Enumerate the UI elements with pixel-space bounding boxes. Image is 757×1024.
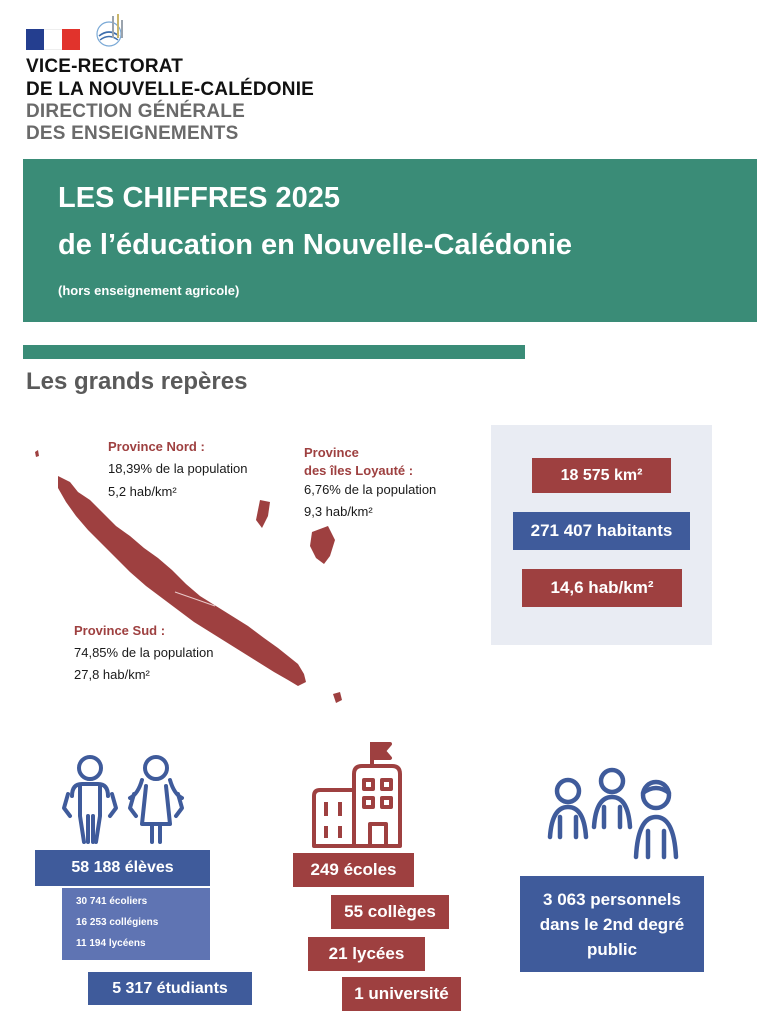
map-ouvea <box>256 500 270 528</box>
schools-count-box: 249 écoles <box>293 853 414 887</box>
students-icon <box>60 754 190 846</box>
page-subtitle: (hors enseignement agricole) <box>58 283 240 298</box>
lyceens-count: 11 194 lycéens <box>76 938 146 949</box>
staff-line3: public <box>586 939 638 959</box>
republique-francaise-flag-logo <box>26 29 80 50</box>
density-figure-box: 14,6 hab/km² <box>522 569 682 607</box>
colleges-count-box: 55 collèges <box>331 895 449 929</box>
school-building-icon <box>306 740 410 850</box>
province-nord-name: Province Nord : <box>108 439 205 454</box>
area-figure-box: 18 575 km² <box>532 458 671 493</box>
province-iles-population: 6,76% de la population <box>304 482 437 497</box>
section-heading: Les grands repères <box>26 368 248 395</box>
page-title-line2: de l’éducation en Nouvelle-Calédonie <box>58 229 573 261</box>
collegiens-count: 16 253 collégiens <box>76 917 159 928</box>
vice-rectorat-emblem-logo <box>92 12 130 50</box>
province-iles-density: 9,3 hab/km² <box>304 504 373 519</box>
directorate-name-line1: DIRECTION GÉNÉRALE <box>26 101 245 122</box>
university-count-box: 1 université <box>342 977 461 1011</box>
province-sud-population: 74,85% de la population <box>74 645 214 660</box>
province-iles-name-line2: des îles Loyauté : <box>304 463 414 478</box>
province-sud-name: Province Sud : <box>74 623 166 638</box>
institution-name-line2: DE LA NOUVELLE-CALÉDONIE <box>26 79 315 100</box>
university-students-box: 5 317 étudiants <box>88 972 252 1005</box>
directorate-name-line2: DES ENSEIGNEMENTS <box>26 123 239 144</box>
ecoliers-count: 30 741 écoliers <box>76 896 148 907</box>
staff-line1: 3 063 personnels <box>543 889 681 909</box>
province-sud-density: 27,8 hab/km² <box>74 667 150 682</box>
map-lifou <box>310 526 335 564</box>
province-nord-population: 18,39% de la population <box>108 461 248 476</box>
section-divider-bar <box>23 345 525 359</box>
lycees-count-box: 21 lycées <box>308 937 425 971</box>
staff-count-box <box>520 876 704 972</box>
map-ile-des-pins <box>333 692 342 703</box>
province-iles-name-line1: Province <box>304 445 359 460</box>
staff-people-icon <box>546 767 680 861</box>
province-nord-density: 5,2 hab/km² <box>108 484 177 499</box>
inhabitants-figure-box: 271 407 habitants <box>513 512 690 550</box>
students-total-box: 58 188 élèves <box>35 850 210 886</box>
institution-name-line1: VICE-RECTORAT <box>26 56 184 77</box>
map-belep <box>35 450 39 457</box>
page-title-line1: LES CHIFFRES 2025 <box>58 182 341 214</box>
staff-line2: dans le 2nd degré <box>539 914 685 934</box>
